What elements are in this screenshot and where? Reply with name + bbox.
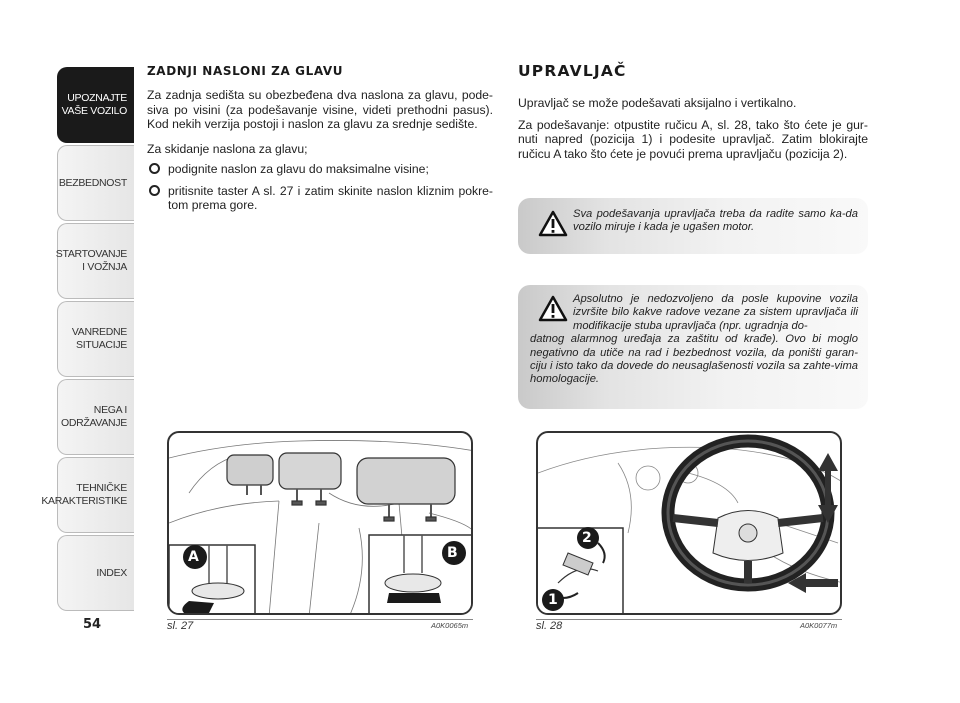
callout-b-label: B	[447, 545, 458, 561]
paragraph: Za zadnja sedišta su obezbeđena dva naslona za glavu, pode-siva po visini (za podešavanje visine, videti prethodni pasus). Kod nekih verzija postoji i naslon za glavu za srednje sedište.	[147, 88, 493, 131]
callout-a-label: A	[188, 549, 199, 565]
paragraph: Upravljač se može podešavati aksijalno i vertikalno.	[518, 96, 797, 110]
steering-wheel-section	[518, 64, 868, 171]
warning-text: datnog alarmnog uređaja za zaštitu od krađe). Ovo bi moglo negativno da utiče na rad i bezbednost vozila, da poništi garan-ciju i isto tako da dovede do neusaglašenosti vozila sa zahte-vima homologacije.	[530, 333, 858, 386]
warning-text: Apsolutno je nedozvoljeno da posle kupovine vozila izvršite bilo kakve radove vezane za sistem upravljača ili modifikacije stuba upravljača (npr. ugradnja do-	[573, 293, 858, 332]
divider	[536, 619, 842, 620]
tab-tehnicke-karakteristike[interactable]: TEHNIČKE KARAKTERISTIKE	[57, 457, 134, 533]
list-item-text: pritisnite taster A sl. 27 i zatim skinite naslon kliznim pokre-tom prema gore.	[168, 183, 493, 212]
figure-caption: sl. 27	[167, 620, 194, 632]
bullet-icon	[149, 163, 160, 174]
warning-triangle-icon	[538, 210, 568, 237]
section-heading: UPRAVLJAČ	[518, 62, 627, 80]
figure-caption: sl. 28	[536, 620, 563, 632]
warning-triangle-icon	[538, 295, 568, 322]
callout-2-label: 2	[582, 530, 592, 546]
page-number: 54	[83, 617, 102, 632]
rear-headrests-section	[147, 64, 493, 220]
bullet-icon	[149, 185, 160, 196]
divider	[167, 619, 473, 620]
list-item	[147, 162, 493, 177]
figure-rear-headrests	[167, 431, 473, 615]
figure-code: A0K0077m	[800, 621, 838, 630]
section-heading: ZADNJI NASLONI ZA GLAVU	[147, 64, 344, 78]
headrest-illustration	[169, 433, 473, 615]
tab-bezbednost[interactable]: BEZBEDNOST	[57, 145, 134, 221]
paragraph: Za podešavanje: otpustite ručicu A, sl. 28, tako što ćete je gur-nuti napred (pozicija 1) i podesite upravljač. Zatim blokirajte ručicu A tako što ćete je povući prema upravljaču (pozicija 2).	[518, 117, 868, 161]
tab-nega-i-odrzavanje[interactable]: NEGA I ODRŽAVANJE	[57, 379, 134, 455]
steering-wheel-illustration	[538, 433, 842, 615]
figure-steering-wheel	[536, 431, 842, 615]
list-item-text: podignite naslon za glavu do maksimalne visine;	[168, 162, 429, 176]
tab-vanredne-situacije[interactable]: VANREDNE SITUACIJE	[57, 301, 134, 377]
bullet-list	[147, 162, 493, 213]
paragraph: Za skidanje naslona za glavu;	[147, 141, 308, 156]
tab-startovanje-i-voznja[interactable]: STARTOVANJE I VOŽNJA	[57, 223, 134, 299]
list-item	[147, 184, 493, 213]
tab-upoznajte-vase-vozilo[interactable]: UPOZNAJTE VAŠE VOZILO	[57, 67, 134, 143]
figure-code: A0K0065m	[431, 621, 469, 630]
tab-index[interactable]: INDEX	[57, 535, 134, 611]
warning-box	[518, 285, 868, 409]
warning-text: Sva podešavanja upravljača treba da radite samo ka-da vozilo miruje i kada je ugašen motor.	[573, 208, 858, 234]
callout-1-label: 1	[548, 592, 558, 608]
warning-box	[518, 198, 868, 254]
